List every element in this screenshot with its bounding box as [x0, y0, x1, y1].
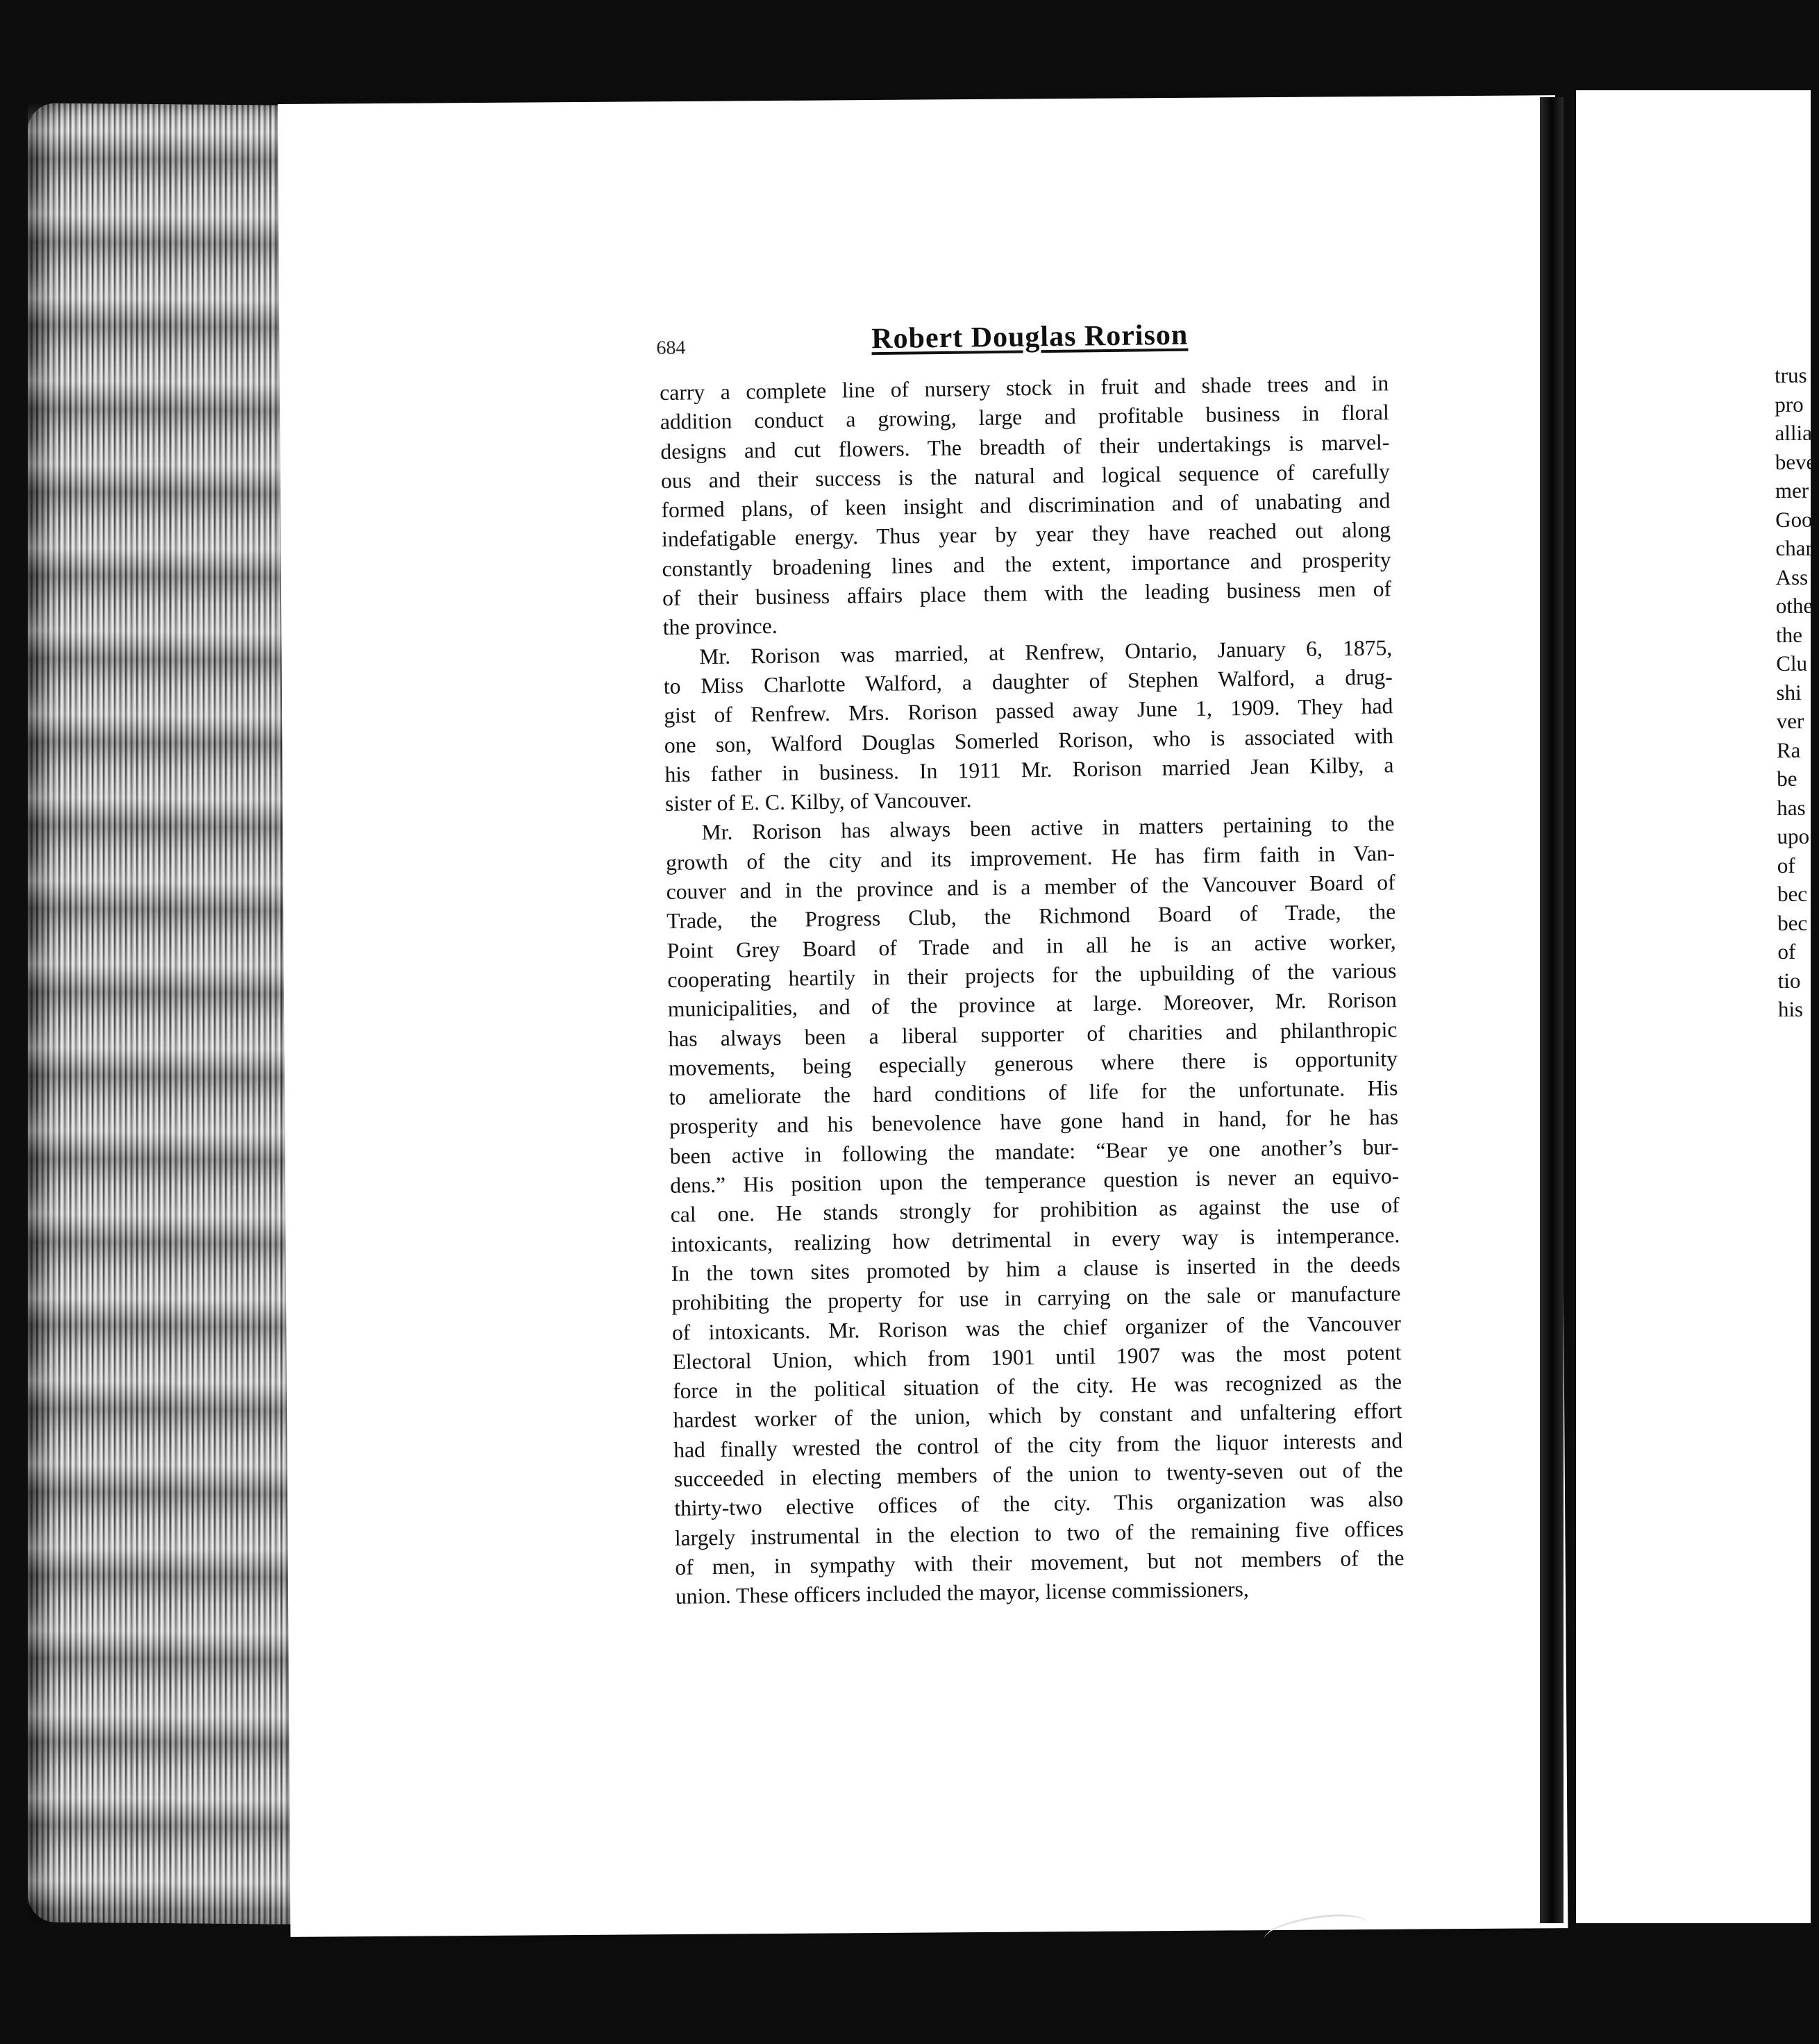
facing-page-fragment: ver — [1776, 708, 1804, 733]
text-line: constantly broadening lines and the extent, importance and prosperity — [662, 547, 1391, 581]
text-line: addition conduct a growing, large and profitable business in floral — [660, 400, 1389, 435]
text-line: one son, Walford Douglas Somerled Rorison, who is associated with — [664, 723, 1394, 757]
page-number: 684 — [656, 337, 686, 359]
body-text — [660, 369, 1405, 1611]
text-line: hardest worker of the union, which by constant and unfaltering effort — [673, 1398, 1402, 1433]
facing-page-fragment: shi — [1776, 680, 1802, 705]
text-line: of intoxicants. Mr. Rorison was the chief organizer of the Vancouver — [671, 1310, 1402, 1345]
text-line: largely instrumental in the election to two of the remaining five offices — [674, 1516, 1404, 1550]
text-line: dens.” His position upon the temperance question is never an equivo- — [669, 1164, 1400, 1198]
book-gutter — [1540, 97, 1564, 1923]
text-line: carry a complete line of nursery stock in fruit and shade trees and in — [660, 371, 1389, 405]
text-line: movements, being especially generous where there is opportunity — [668, 1046, 1398, 1080]
facing-page-fragment: Clu — [1776, 651, 1808, 676]
facing-page-fragment: upo — [1777, 823, 1810, 848]
facing-page-fragment: the — [1775, 622, 1803, 647]
text-line: the province. — [662, 614, 778, 640]
text-line: been active in following the mandate: “Bear ye one another’s bur- — [669, 1134, 1399, 1168]
paragraph — [665, 810, 1405, 1612]
text-line: to ameliorate the hard conditions of life for the unfortunate. His — [669, 1075, 1398, 1110]
facing-page-fragment: allia — [1775, 420, 1812, 445]
paragraph — [663, 633, 1394, 819]
text-line: prosperity and his benevolence have gone hand in hand, for he has — [669, 1105, 1399, 1139]
text-line: to Miss Charlotte Walford, a daughter of Stephen Walford, a drug- — [663, 664, 1393, 698]
text-line: cooperating heartily in their projects for the upbuilding of the various — [667, 958, 1397, 992]
text-line: prohibiting the property for use in carrying on the sale or manufacture — [671, 1281, 1401, 1316]
facing-page-fragment: of — [1777, 939, 1796, 964]
text-line: Trade, the Progress Club, the Richmond Board of Trade, the — [667, 899, 1396, 934]
facing-page-fragment: Ra — [1776, 737, 1801, 762]
text-line: indefatigable energy. Thus year by year they have reached out along — [661, 517, 1391, 552]
text-line: intoxicants, realizing how detrimental in every way is intemperance. — [671, 1222, 1400, 1257]
text-line: thirty-two elective offices of the city. This organization was also — [674, 1486, 1404, 1521]
facing-page-fragment: tio — [1777, 968, 1801, 993]
facing-page-fragment: his — [1777, 996, 1804, 1021]
facing-page-fragment: othe — [1775, 593, 1813, 618]
facing-page-fragment: Goo — [1775, 507, 1813, 532]
facing-page-fragment: bec — [1777, 881, 1808, 906]
text-line: union. These officers included the mayor, license commissioners, — [675, 1577, 1249, 1609]
text-line: In the town sites promoted by him a clause is inserted in the deeds — [671, 1252, 1401, 1286]
facing-page-fragment: has — [1777, 795, 1806, 820]
text-line: sister of E. C. Kilby, of Vancouver. — [664, 787, 972, 816]
text-line: municipalities, and of the province at large. Moreover, Mr. Rorison — [667, 987, 1398, 1022]
text-line: cal one. He stands strongly for prohibition as against the use of — [670, 1193, 1400, 1228]
text-line: ous and their success is the natural and logical sequence of carefully — [660, 459, 1391, 493]
facing-page-fragment: bec — [1777, 910, 1808, 935]
text-line: formed plans, of keen insight and discrimination and of unabating and — [661, 488, 1391, 523]
text-line: of their business affairs place them with the leading business men of — [662, 576, 1392, 611]
text-line: gist of Renfrew. Mrs. Rorison passed away June 1, 1909. They had — [664, 694, 1393, 728]
facing-page-fragment: mer — [1775, 478, 1809, 503]
facing-page-fragment: beve — [1775, 449, 1816, 474]
text-line: Point Grey Board of Trade and in all he is an active worker, — [667, 928, 1396, 963]
text-line: succeeded in electing members of the union to twenty-seven out of the — [673, 1457, 1403, 1491]
facing-page-text — [1775, 361, 1819, 1024]
running-title: Robert Douglas Rorison — [871, 319, 1189, 355]
facing-page-fragment: Ass — [1775, 564, 1809, 589]
text-line: has always been a liberal supporter of charities and philanthropic — [668, 1016, 1398, 1051]
facing-page-fragment: char — [1775, 535, 1813, 560]
facing-page-fragment: be — [1777, 766, 1797, 791]
text-line: couver and in the province and is a member of the Vancouver Board of — [666, 870, 1395, 904]
text-line: Mr. Rorison has always been active in matters pertaining to the — [701, 811, 1395, 845]
text-line: designs and cut flowers. The breadth of their undertakings is marvel- — [660, 429, 1390, 464]
text-line: Electoral Union, which from 1901 until 1907 was the most potent — [672, 1339, 1402, 1374]
facing-page-fragment: pro — [1775, 392, 1804, 417]
text-line: Mr. Rorison was married, at Renfrew, Ontario, January 6, 1875, — [699, 635, 1393, 669]
paragraph — [660, 369, 1392, 642]
text-line: his father in business. In 1911 Mr. Rorison married Jean Kilby, a — [664, 753, 1394, 787]
text-line: had finally wrested the control of the city from the liquor interests and — [673, 1427, 1403, 1462]
text-line: of men, in sympathy with their movement, but not members of the — [675, 1545, 1405, 1580]
book-page-edges — [28, 103, 292, 1924]
text-line: growth of the city and its improvement. He has firm faith in Van- — [665, 840, 1395, 875]
facing-page-fragment: of — [1777, 853, 1795, 878]
facing-page-fragment: trus — [1775, 362, 1807, 387]
text-line: force in the political situation of the city. He was recognized as the — [672, 1369, 1402, 1403]
